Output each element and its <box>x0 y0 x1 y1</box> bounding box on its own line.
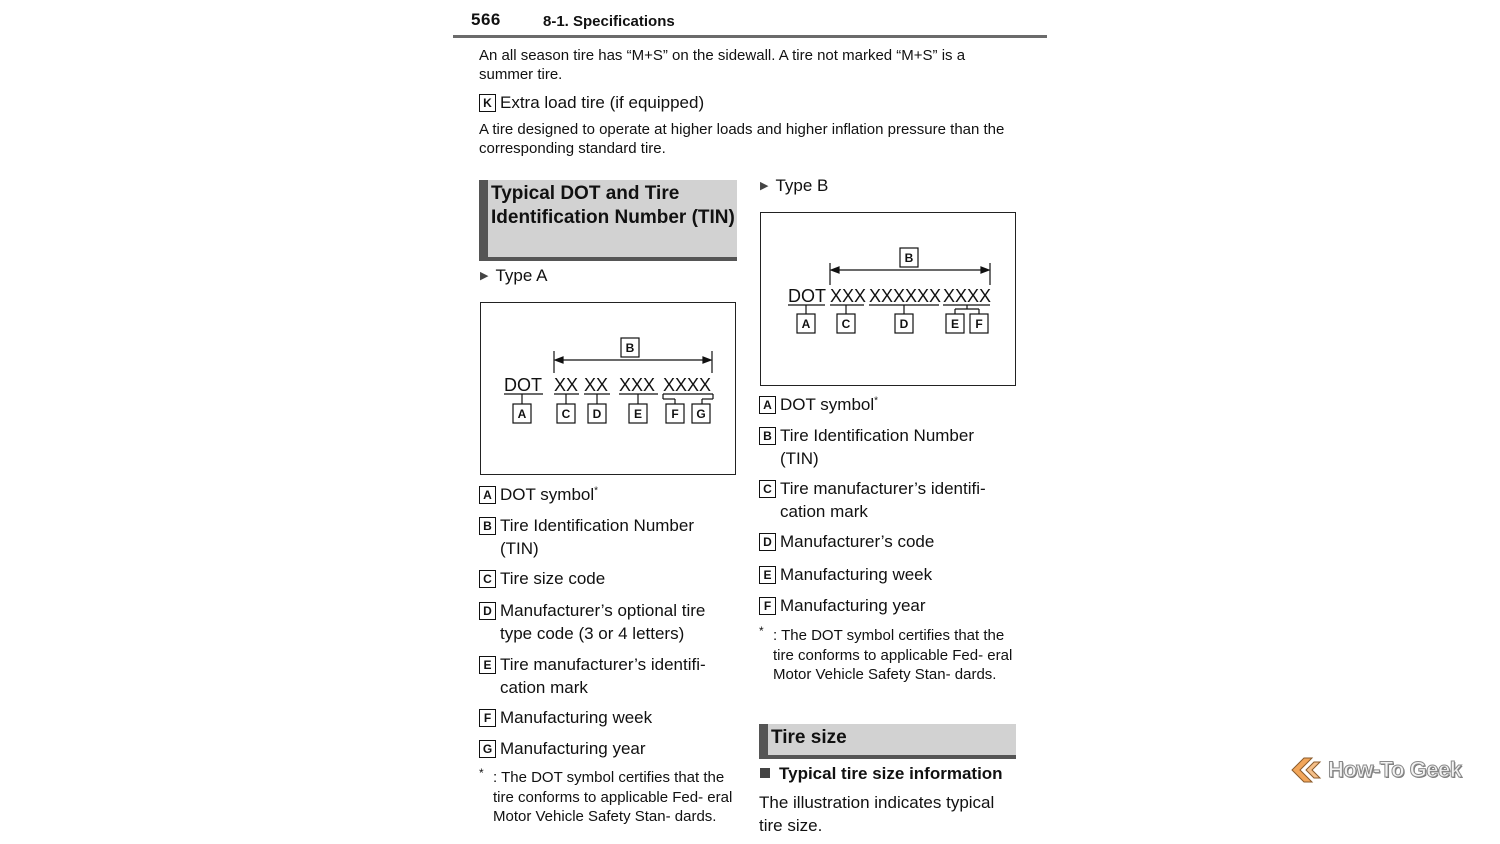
tire-size-heading-text: Tire size <box>771 727 847 748</box>
footnote-text: : The DOT symbol certifies that the tire conforms to applicable Fed- eral Motor Vehicle Safety Stan- dards. <box>773 627 1013 683</box>
diagram-group-4: XXXX <box>663 375 712 395</box>
type-a-label <box>480 266 547 286</box>
diagram-key-d: D <box>592 407 602 421</box>
diagram-group-3: XXX <box>619 375 656 395</box>
key-badge: C <box>479 570 496 588</box>
key-badge: F <box>479 709 496 727</box>
key-badge: B <box>759 427 776 445</box>
legend-item <box>759 594 926 617</box>
dot-tin-heading-text: Typical DOT and Tire Identification Number (TIN) <box>491 183 735 228</box>
key-badge: A <box>759 396 776 414</box>
legend-text: DOT symbol* <box>500 485 599 504</box>
legend-text: Manufacturing year <box>780 596 926 615</box>
legend-text: DOT symbol* <box>780 395 879 414</box>
diagram-group-2: XXXXXX <box>869 286 942 306</box>
watermark-text: How-To Geek <box>1328 757 1462 782</box>
typical-size-paragraph: The illustration indicates typical tire size. <box>759 793 995 835</box>
diagram-key-b: B <box>904 251 914 265</box>
legend-item <box>759 530 934 553</box>
type-b-text: Type B <box>775 176 829 195</box>
diagram-key-e: E <box>633 407 643 421</box>
diagram-key-a: A <box>517 407 527 421</box>
key-badge: E <box>479 656 496 674</box>
footnote-mark: * <box>479 766 484 780</box>
key-badge: D <box>479 602 496 620</box>
legend-text: Tire manufacturer’s identifi- cation mark <box>500 655 706 697</box>
type-b-footnote <box>759 626 1014 685</box>
legend-item <box>759 563 932 586</box>
diagram-key-c: C <box>561 407 571 421</box>
legend-text: Manufacturing year <box>500 739 646 758</box>
diagram-key-c: C <box>841 317 851 331</box>
legend-item <box>479 514 719 560</box>
diagram-group-3: XXXX <box>943 286 992 306</box>
diagram-key-f: F <box>975 317 983 331</box>
triangle-bullet-icon: ▶ <box>480 270 489 282</box>
type-b-label <box>760 176 828 196</box>
diagram-key-a: A <box>801 317 811 331</box>
legend-item <box>479 706 652 729</box>
diagram-dot-text: DOT <box>504 375 542 395</box>
legend-item <box>479 599 735 645</box>
footnote-text: : The DOT symbol certifies that the tire conforms to applicable Fed- eral Motor Vehicle Safety Stan- dards. <box>493 769 733 825</box>
subheading-text: Typical tire size information <box>779 764 1003 783</box>
key-badge: G <box>479 740 496 758</box>
key-badge: A <box>479 486 496 504</box>
type-a-diagram <box>480 302 736 475</box>
legend-text: Tire manufacturer’s identifi- cation mark <box>780 479 986 521</box>
diagram-key-f: F <box>671 407 679 421</box>
legend-item <box>759 477 1001 523</box>
all-season-paragraph: An all season tire has “M+S” on the sidewall. A tire not marked “M+S” is a summer tire. <box>479 47 966 83</box>
section-title: 8-1. Specifications <box>543 13 675 30</box>
legend-item <box>479 483 598 506</box>
dot-tin-section-heading <box>479 180 737 261</box>
legend-text: Tire Identification Number (TIN) <box>500 516 695 558</box>
diagram-group-1: XXX <box>830 286 867 306</box>
legend-text: Manufacturer’s optional tire type code (3 or 4 letters) <box>500 601 706 643</box>
square-bullet-icon <box>760 768 770 778</box>
diagram-group-2: XX <box>584 375 609 395</box>
extra-load-item <box>479 91 704 114</box>
legend-text: Tire size code <box>500 569 606 588</box>
typical-size-subheading <box>760 764 1003 784</box>
key-badge: K <box>479 94 496 112</box>
htg-chevron-logo-icon <box>1290 756 1322 784</box>
key-badge: E <box>759 566 776 584</box>
triangle-bullet-icon: ▶ <box>760 180 769 192</box>
key-badge: F <box>759 597 776 615</box>
tire-size-section-heading <box>759 724 1016 759</box>
diagram-key-e: E <box>950 317 960 331</box>
diagram-key-b: B <box>625 341 635 355</box>
extra-load-label: Extra load tire (if equipped) <box>500 93 705 112</box>
type-b-diagram <box>760 212 1016 386</box>
header-divider <box>453 35 1047 38</box>
legend-text: Manufacturing week <box>780 565 933 584</box>
legend-text: Manufacturer’s code <box>780 532 935 551</box>
how-to-geek-watermark <box>1290 756 1461 784</box>
footnote-mark: * <box>759 624 764 638</box>
legend-text: Manufacturing week <box>500 708 653 727</box>
diagram-key-g: G <box>696 407 706 421</box>
diagram-key-d: D <box>899 317 909 331</box>
type-a-text: Type A <box>495 266 548 285</box>
legend-item <box>479 653 721 699</box>
legend-item <box>759 393 878 416</box>
key-badge: D <box>759 533 776 551</box>
legend-item <box>479 567 605 590</box>
legend-item <box>479 737 646 760</box>
extra-load-description: A tire designed to operate at higher loads and higher inflation pressure than the corresponding standard tire. <box>479 121 1005 157</box>
key-badge: C <box>759 480 776 498</box>
legend-item <box>759 424 999 470</box>
key-badge: B <box>479 517 496 535</box>
type-a-footnote <box>479 768 734 827</box>
diagram-group-1: XX <box>554 375 579 395</box>
page-number: 566 <box>471 10 501 29</box>
legend-text: Tire Identification Number (TIN) <box>780 426 975 468</box>
diagram-dot-text: DOT <box>788 286 826 306</box>
